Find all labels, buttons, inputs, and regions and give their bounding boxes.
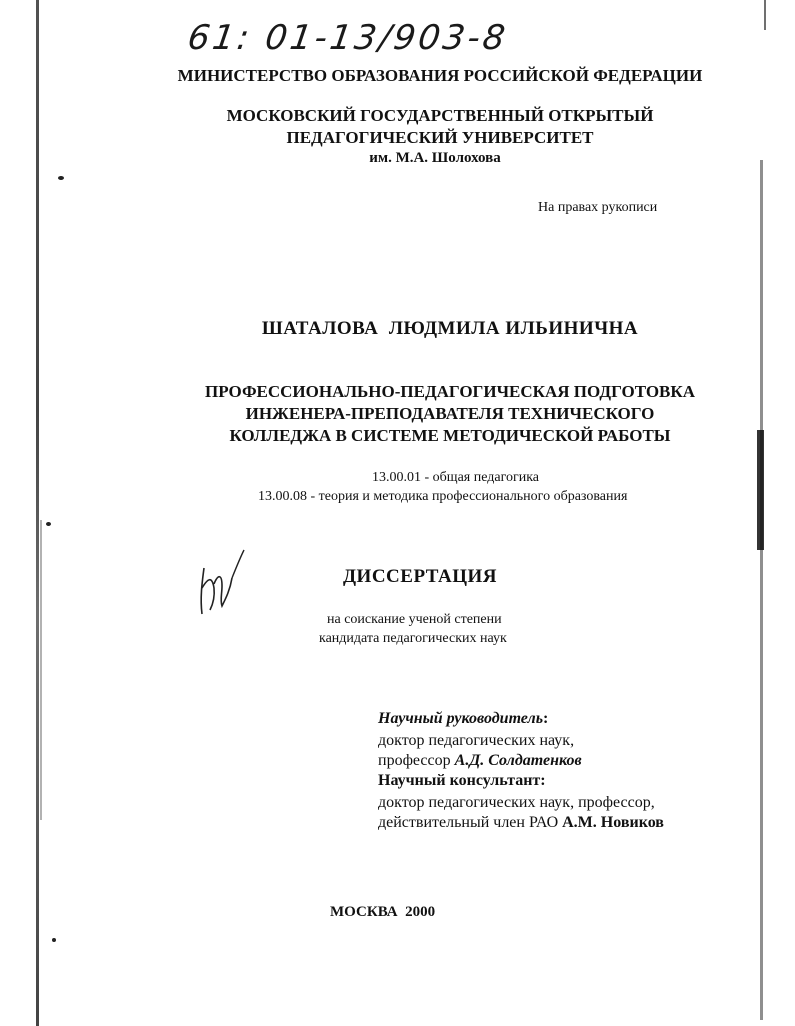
handwritten-signature [196, 548, 246, 618]
supervisor-label [378, 709, 548, 729]
consultant-title: действительный член РАО [378, 814, 563, 831]
specialty-code-1: 13.00.01 - общая педагогика [372, 470, 540, 485]
thesis-title-line3: КОЛЛЕДЖА В СИСТЕМЕ МЕТОДИЧЕСКОЙ РАБОТЫ [229, 426, 671, 445]
ministry-heading: МИНИСТЕРСТВО ОБРАЗОВАНИЯ РОССИЙСКОЙ ФЕДЕРАЦИИ [177, 66, 703, 85]
consultant-name: А.М. Новиков [562, 814, 664, 831]
scan-border-left [36, 0, 39, 1026]
scan-border-right [760, 160, 763, 1020]
scan-border-left-inner [40, 520, 42, 820]
supervisor-line [378, 751, 582, 771]
degree-line2: кандидата педагогических наук [319, 631, 507, 646]
author-name: ШАТАЛОВА ЛЮДМИЛА ИЛЬИНИЧНА [261, 318, 639, 339]
city-year: МОСКВА 2000 [330, 904, 436, 920]
rights-note: На правах рукописи [538, 200, 658, 215]
scan-mark-top-right [764, 0, 766, 30]
scan-speck [52, 938, 56, 942]
consultant-degree: доктор педагогических наук, профессор, [378, 794, 655, 811]
scan-speck [46, 522, 51, 526]
supervisor-label-colon: : [543, 710, 549, 727]
university-name-line1: МОСКОВСКИЙ ГОСУДАРСТВЕННЫЙ ОТКРЫТЫЙ [226, 106, 654, 125]
thesis-title-line1: ПРОФЕССИОНАЛЬНО-ПЕДАГОГИЧЕСКАЯ ПОДГОТОВКА [205, 382, 695, 401]
scan-border-right-dark [757, 430, 764, 550]
supervisor-label-text: Научный руководитель [378, 710, 544, 727]
degree-line1: на соискание ученой степени [327, 612, 502, 627]
university-name-line3: им. М.А. Шолохова [369, 150, 501, 166]
scan-speck [58, 176, 64, 180]
university-name-line2: ПЕДАГОГИЧЕСКИЙ УНИВЕРСИТЕТ [286, 128, 594, 147]
handwritten-catalog-code: 61: 01-13/903-8 [185, 18, 511, 58]
supervisor-name: А.Д. Солдатенков [454, 752, 582, 769]
document-type-heading: ДИССЕРТАЦИЯ [342, 566, 498, 587]
specialty-code-2: 13.00.08 - теория и методика профессионального образования [258, 489, 628, 504]
supervisor-title: профессор [378, 752, 455, 769]
consultant-label: Научный консультант: [378, 772, 546, 789]
supervisor-degree: доктор педагогических наук, [378, 732, 575, 749]
thesis-title-line2: ИНЖЕНЕРА-ПРЕПОДАВАТЕЛЯ ТЕХНИЧЕСКОГО [245, 404, 655, 423]
consultant-line [378, 813, 664, 833]
